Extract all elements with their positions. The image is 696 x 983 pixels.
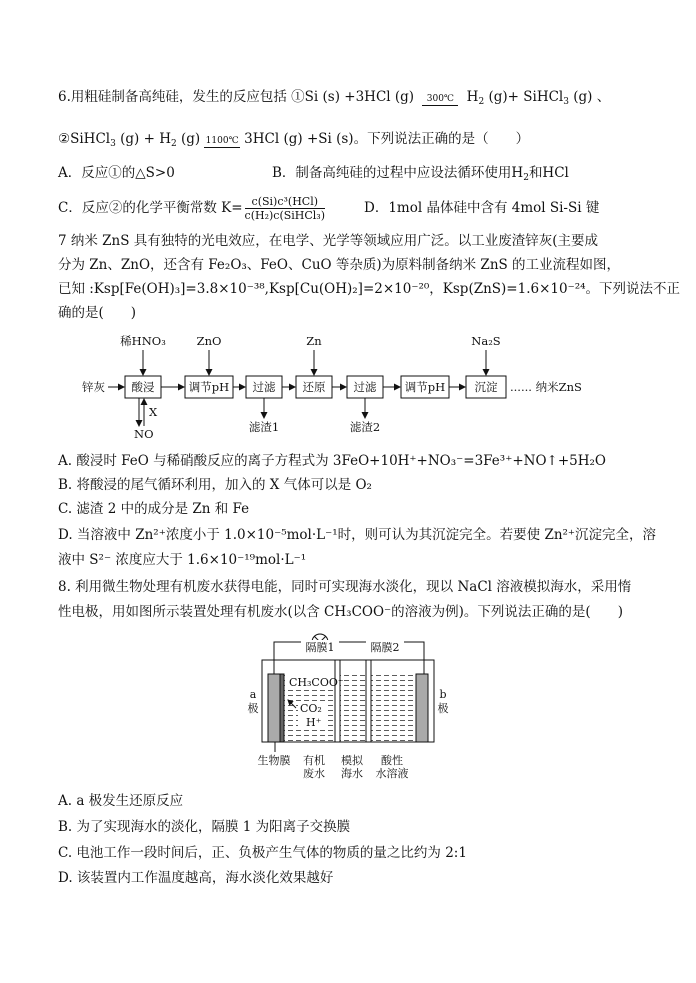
q7-option-b: B. 将酸浸的尾气循环利用，加入的 X 气体可以是 O₂ xyxy=(58,477,372,493)
q7-line1: 7 纳米 ZnS 具有独特的光电效应，在电学、光学等领域应用广泛。以工业废渣锌灰(主要成 xyxy=(58,233,599,249)
flow-box-label: 调节pH xyxy=(188,380,230,394)
flow-box-label: 过滤 xyxy=(353,380,377,394)
seawater-label-1: 模拟 xyxy=(341,754,363,767)
flow-box-label: 还原 xyxy=(302,380,326,394)
q8-line1: 8. 利用微生物处理有机废水获得电能，同时可实现海水淡化，现以 NaCl 溶液模拟海水，采用惰 xyxy=(58,579,632,595)
seawater-label-2: 海水 xyxy=(341,767,363,780)
organic-label-1: 有机 xyxy=(303,754,325,767)
electrode-b xyxy=(416,674,428,742)
flow-start-label: 锌灰 xyxy=(82,380,105,394)
q7-option-a: A. 酸浸时 FeO 与稀硝酸反应的离子方程式为 3FeO+10H⁺+NO₃⁻=3Fe³⁺+NO↑+5H₂O xyxy=(58,453,606,469)
q6-text: 6.用粗硅制备高纯硅，发生的反应包括 ①Si (s) +3HCl (g) xyxy=(58,89,419,105)
reagent-label: ZnO xyxy=(196,334,222,348)
q8-option-a: A. a 极发生还原反应 xyxy=(58,793,184,809)
residue-1-label: 滤渣1 xyxy=(248,420,280,434)
acetate-label: CH₃COO⁻ xyxy=(289,676,344,689)
q7-line3: 已知 :Ksp[Fe(OH)₃]=3.8×10⁻³⁸,Ksp[Cu(OH)₂]=2×10⁻²⁰，Ksp(ZnS)=1.6×10⁻²⁴。下列说法不正 xyxy=(58,281,681,297)
q6-option-c: C．反应②的化学平衡常数 K= $\frac{\text{c(Si)c³(HCl)}}{\text{c(H₂)c(SiHCl₃)}}$ xyxy=(58,195,326,222)
q8-option-d: D. 该装置内工作温度越高，海水淡化效果越好 xyxy=(58,870,334,886)
a-pole-label: 极 xyxy=(247,702,259,715)
acid-label-2: 水溶液 xyxy=(375,767,409,780)
residue-2-label: 滤渣2 xyxy=(349,420,381,434)
process-flow-diagram xyxy=(0,330,696,442)
equilibrium-fraction: $\frac{\text{c(Si)c³(HCl)}}{\text{c(H₂)c(SiHCl₃)}}$ xyxy=(244,195,326,222)
reaction-condition: 1100℃ xyxy=(205,136,239,146)
membrane-1-label: 隔膜1 xyxy=(305,641,335,654)
gas-no-label: NO xyxy=(134,427,154,441)
flow-end-label: ...... 纳米ZnS xyxy=(510,380,582,394)
electrode-a xyxy=(268,674,280,742)
flow-box-label: 调节pH xyxy=(404,380,446,394)
q7-option-d-line1: D. 当溶液中 Zn²⁺浓度小于 1.0×10⁻⁵mol·L⁻¹时，则可认为其沉淀完全。若要使 Zn²⁺沉淀完全，溶 xyxy=(58,527,657,543)
co2-label: CO₂ xyxy=(300,702,322,715)
organic-label-2: 废水 xyxy=(303,767,325,780)
q7-option-c: C. 滤渣 2 中的成分是 Zn 和 Fe xyxy=(58,501,250,517)
reaction-condition: 300℃ xyxy=(422,95,458,106)
a-label: a xyxy=(249,688,257,701)
q8-option-c: C. 电池工作一段时间后，正、负极产生气体的物质的量之比约为 2:1 xyxy=(58,845,467,861)
q7-line2: 分为 Zn、ZnO，还含有 Fe₂O₃、FeO、CuO 等杂质)为原料制备纳米 ZnS 的工业流程如图， xyxy=(58,257,621,273)
biofilm-label: 生物膜 xyxy=(257,754,291,767)
q7-line4: 确的是( ) xyxy=(58,305,137,321)
b-pole-label: 极 xyxy=(437,702,449,715)
flow-box-label: 过滤 xyxy=(252,380,276,394)
q6-option-d: D．1mol 晶体硅中含有 4mol Si-Si 键 xyxy=(364,200,600,216)
q6-option-a: A．反应①的△S>0 xyxy=(58,165,175,181)
reagent-label: Zn xyxy=(306,334,322,348)
reagent-label: 稀HNO₃ xyxy=(120,334,166,348)
reagent-label: Na₂S xyxy=(471,334,501,348)
gas-x-label: X xyxy=(149,405,158,419)
q7-option-d-line2: 液中 S²⁻ 浓度应大于 1.6×10⁻¹⁹mol·L⁻¹ xyxy=(58,552,307,568)
flow-box-label: 酸浸 xyxy=(131,380,155,394)
q8-line2: 性电极，用如图所示装置处理有机废水(以含 CH₃COO⁻的溶液为例)。下列说法正确的是( ) xyxy=(58,604,623,620)
acid-label-1: 酸性 xyxy=(381,754,403,767)
q6-line1: 6.用粗硅制备高纯硅，发生的反应包括 ①Si (s) +3HCl (g) 300℃ $H_2$ (g)+ SiHCl$_3$ (g) 、 xyxy=(58,89,611,107)
membrane-2-label: 隔膜2 xyxy=(370,641,400,654)
q8-option-b: B. 为了实现海水的淡化，隔膜 1 为阳离子交换膜 xyxy=(58,819,351,835)
q6-line2: ②SiHCl$_3$ $(g) + H_2$ (g) 1100℃ 3HCl (g) +Si (s)。下列说法正确的是（ ） xyxy=(58,131,530,149)
h-ion-label: H⁺ xyxy=(306,716,322,729)
b-label: b xyxy=(439,688,447,701)
q6-option-b: B．制备高纯硅的过程中应设法循环使用$H_2$和HCl xyxy=(272,165,569,183)
electrolysis-cell-diagram xyxy=(0,628,696,780)
flow-box-label: 沉淀 xyxy=(474,380,498,394)
